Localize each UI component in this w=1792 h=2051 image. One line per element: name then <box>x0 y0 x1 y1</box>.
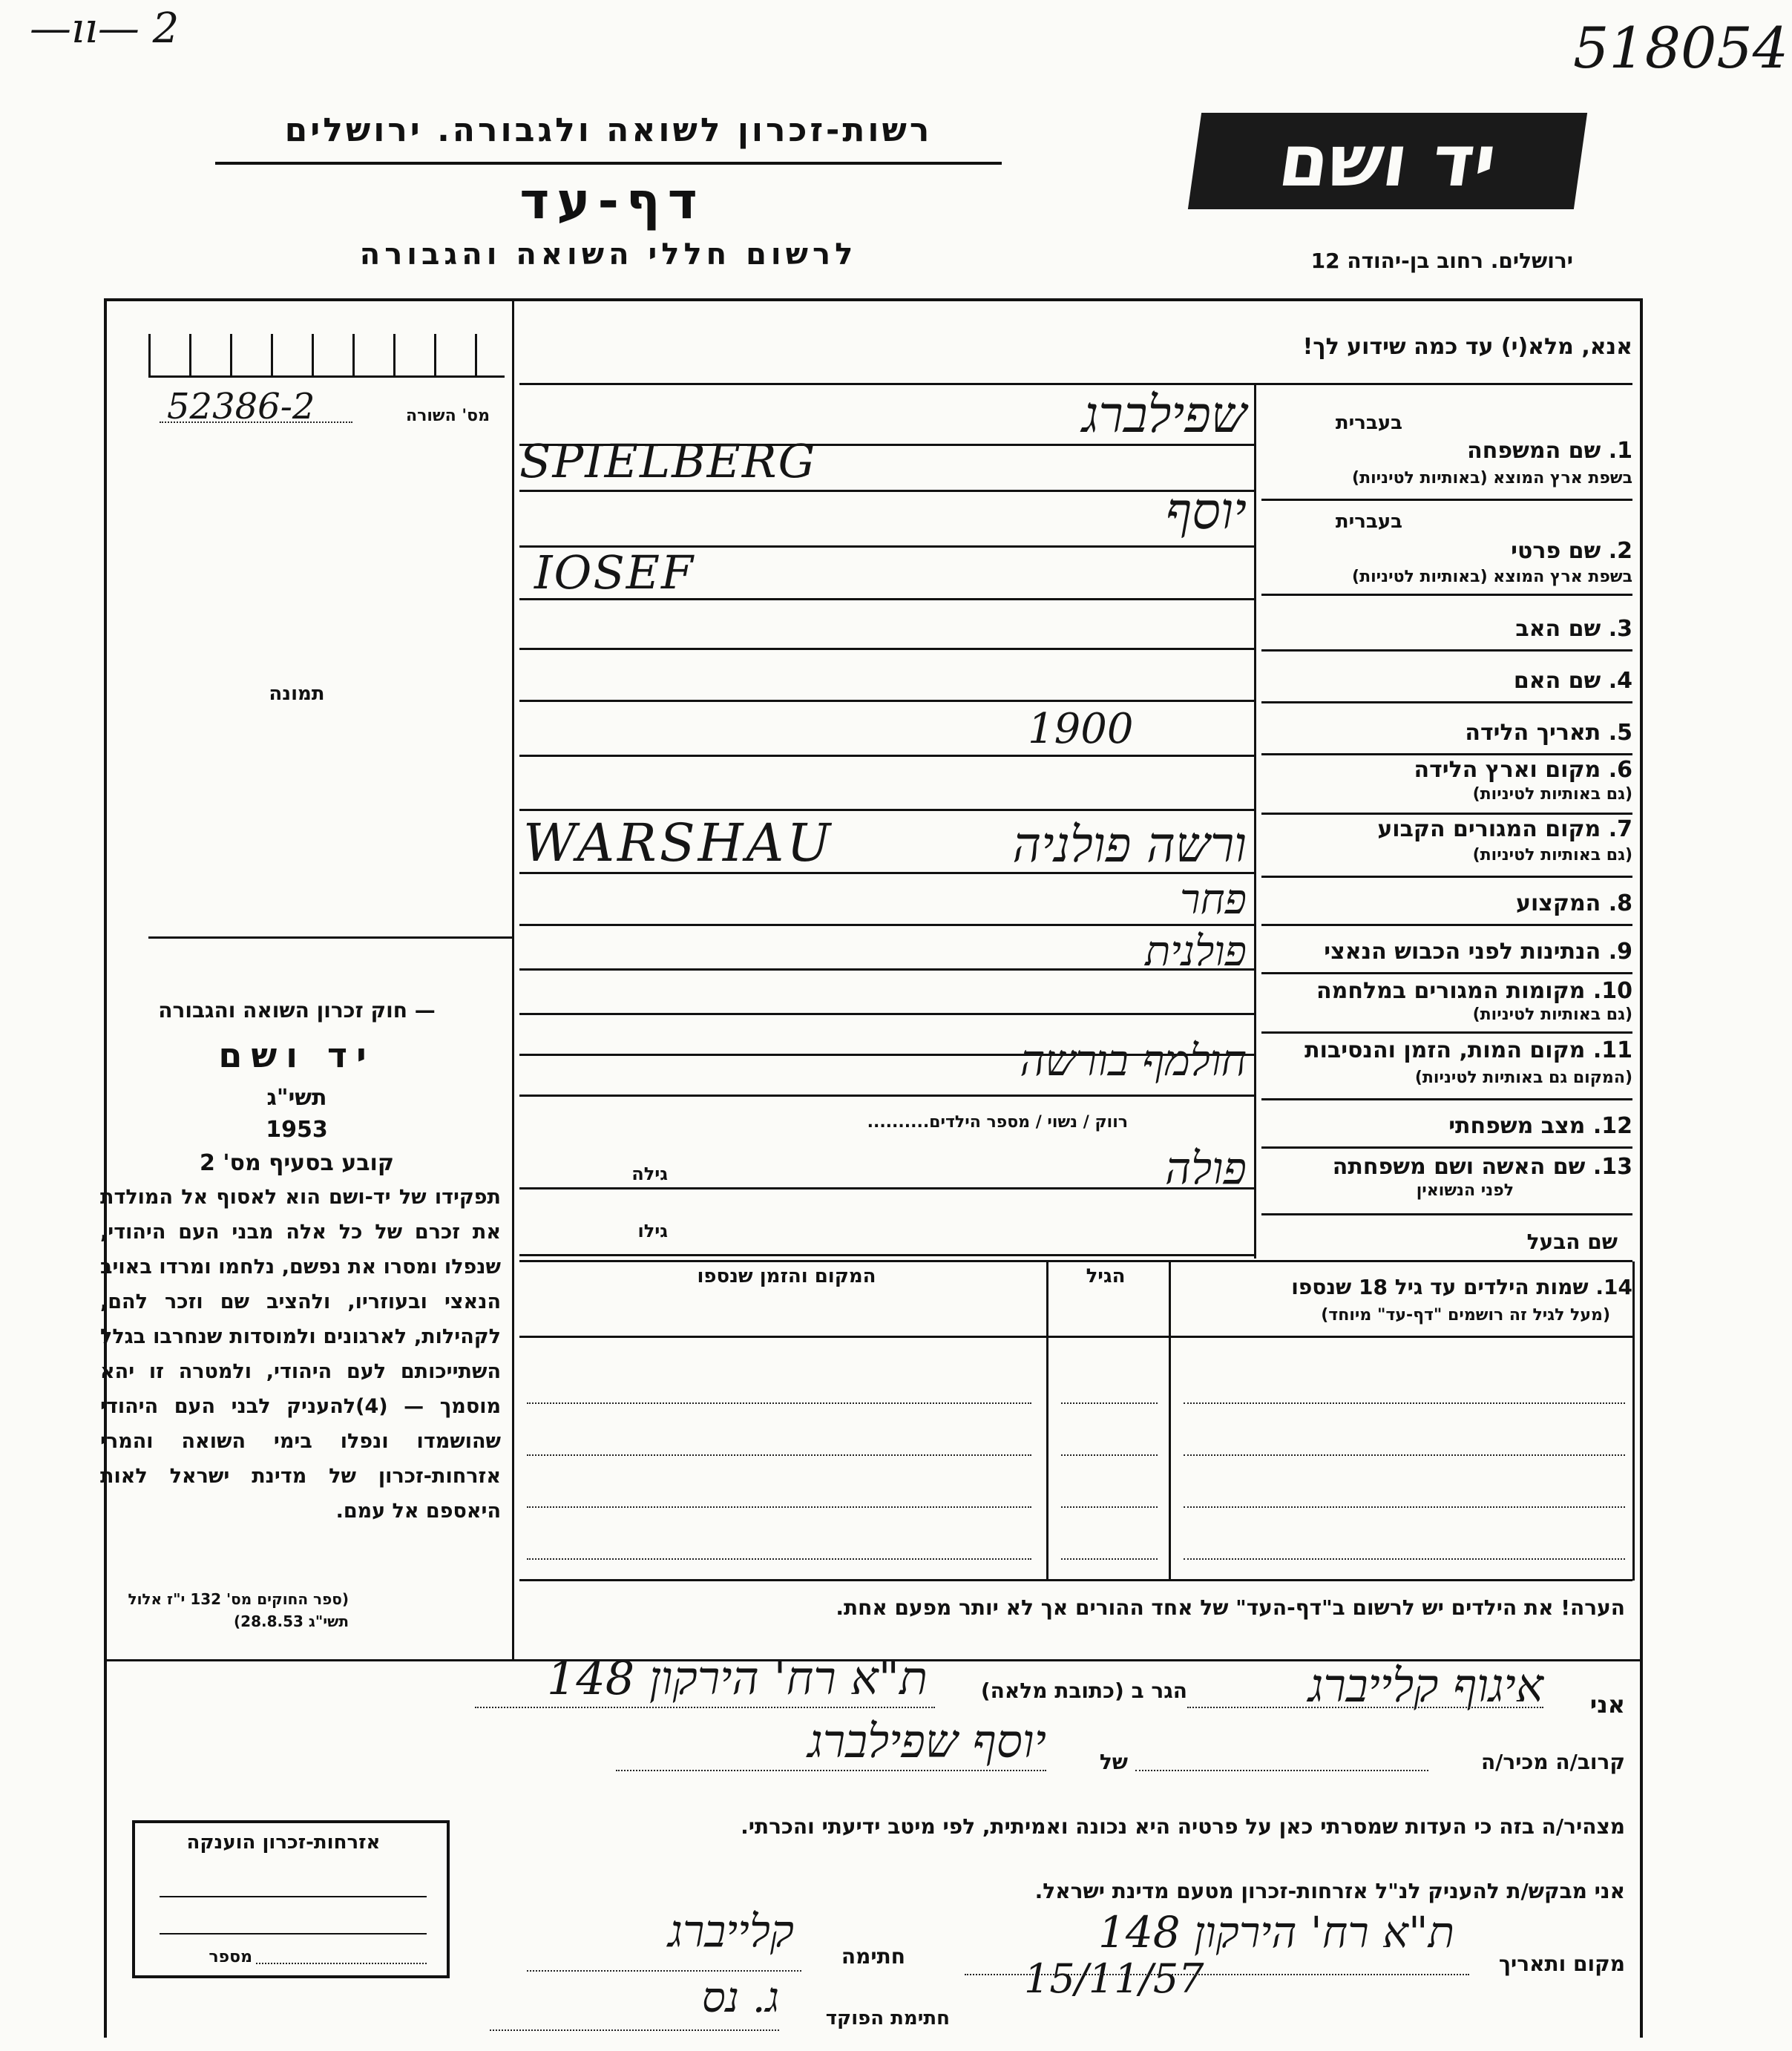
field-1-label <box>1261 438 1632 464</box>
clerk-signature: ג. נס <box>701 1974 779 2022</box>
form-title: דף-עד <box>519 172 705 231</box>
field-8-label <box>1261 890 1632 916</box>
photo-label: תמונה <box>269 683 325 705</box>
law-year-hebrew: תשי"ג <box>266 1085 327 1111</box>
field-1-hebrew-tag: בעברית <box>1335 412 1402 434</box>
field-6-label-text: מקום וארץ הלידה <box>1414 757 1601 783</box>
field-11-value: חולמף בורשה <box>1020 1035 1247 1086</box>
field-5-label <box>1261 720 1632 746</box>
file-number-label: מס' השורה <box>406 407 490 425</box>
field-11-number: 11. <box>1592 1037 1632 1063</box>
form-subtitle: לרשום חללי השואה והגבורה <box>359 237 858 272</box>
field-7-label-text: מקום המגורים הקבוע <box>1377 816 1601 842</box>
field-3-label <box>1261 616 1632 642</box>
law-year: 1953 <box>266 1117 328 1143</box>
left-panel-divider <box>512 301 514 1659</box>
field-12-options: רווק / נשוי / מספר הילדים.......... <box>867 1113 1128 1132</box>
field-9-label <box>1261 939 1632 965</box>
children-col-age: הגיל <box>1086 1265 1126 1287</box>
field-9-value: פולנית <box>1145 928 1247 976</box>
field-4-number: 4. <box>1608 668 1632 694</box>
residing-label: הגר ב (כתובת מלאה) <box>980 1678 1187 1703</box>
institution-underline <box>215 162 1002 165</box>
field-10-label-text: מקומות המגורים במלחמה <box>1316 978 1586 1004</box>
field-13-number: 13. <box>1592 1154 1632 1180</box>
field-11-label-text: מקום המות, הזמן והנסיבות <box>1304 1037 1586 1063</box>
field-7-number: 7. <box>1608 816 1632 842</box>
labels-divider <box>1254 383 1256 1259</box>
field-4-label <box>1261 668 1632 694</box>
spouse-label: שם הבעל <box>1526 1230 1618 1254</box>
field-8-value: פחר <box>1180 876 1247 924</box>
law-name: יד ושם <box>218 1035 375 1075</box>
field-2-label-text: שם פרטי <box>1511 538 1601 564</box>
citizenship-number-label: מספר <box>209 1948 252 1966</box>
instruction-line <box>519 383 1632 385</box>
field-5-value: 1900 <box>1028 705 1134 753</box>
form-instruction: אנא, מלא(י) עד כמה שידוע לך! <box>1302 334 1632 360</box>
citizenship-request: אני מבקש/ת להעניק לנ"ל אזרחות-זכרון מטעם מדינת ישראל. <box>1034 1879 1625 1903</box>
field-5-label-text: תאריך הלידה <box>1465 720 1601 746</box>
field-2-sub: בשפת ארץ המוצא (באותיות לטיניות) <box>1352 568 1632 586</box>
tick-base <box>148 375 505 378</box>
citizenship-box-title: אזרחות-זכרון הוענקה <box>186 1831 381 1854</box>
law-title: — חוק זכרון השואה והגבורה <box>158 998 436 1023</box>
field-2-label <box>1261 538 1632 564</box>
field-2-number: 2. <box>1608 538 1632 564</box>
clerk-label: חתימת הפוקד <box>825 2007 950 2029</box>
field-5-number: 5. <box>1608 720 1632 746</box>
field-10-sub: (גם באותיות לטיניות) <box>1472 1005 1632 1024</box>
field-13-label <box>1261 1154 1632 1180</box>
field-8-label-text: המקצוע <box>1515 890 1601 916</box>
field-2-hebrew-value: יוסף <box>1165 482 1247 541</box>
place-date-value: ת"א רח' הירקון 148 <box>1098 1907 1454 1958</box>
declarant-address: ת"א רח' הירקון 148 <box>546 1651 928 1705</box>
field-14-sub: (מעל לגיל זה רושמים "דף-עד" מיוחד) <box>1321 1306 1610 1325</box>
law-reference: (ספר החוקים מס' 132 י"ז אלול תשי"ג 28.8.53) <box>128 1590 349 1630</box>
of-label: של <box>1099 1750 1128 1774</box>
archive-number: 518054 <box>1573 15 1789 81</box>
signature-value: קלייברג <box>668 1906 794 1958</box>
field-1-latin-value: SPIELBERG <box>519 434 817 488</box>
field-14-label <box>1180 1275 1632 1299</box>
field-13-sub: לפני הנשואין <box>1416 1181 1514 1200</box>
corner-mark: —ıı— 2 <box>30 4 180 53</box>
children-note: הערה! את הילדים יש לרשום ב"דף-העד" של אחד ההורים אך לא יותר מפעם אחת. <box>836 1595 1625 1620</box>
field-6-number: 6. <box>1608 757 1632 783</box>
law-section: קובע בסעיף מס' 2 <box>200 1150 394 1176</box>
photo-bottom-line <box>148 936 512 939</box>
law-text: תפקידו של יד-ושם הוא לאסוף אל המולדת את זכרם של כל אלה מבני העם היהודי, שנפלו ומסרו את נפשם, נלחמו ומרדו באויב הנאצי ובעוזריו, ולהציב שם וזכר להם, לקהילות, לארגונים ולמוסדות שנחרבו בגלל השתייכותם לעם היהודי, ולמטרה זו יהא מוסמך — (4)להעניק לבני העם היהודי שהושמדו ונפלו בימי השואה והמרי אזרחות-זכרון של מדינת ישראל לאות היאספם אל עמם. <box>100 1186 501 1523</box>
place-date-label: מקום ותאריך <box>1498 1952 1625 1976</box>
children-table-bottom <box>519 1579 1632 1581</box>
field-13-label-text: שם האשה ושם משפחתה <box>1332 1154 1586 1180</box>
declaration-statement: מצהיר/ה בזה כי העדות שמסרתי כאן על פרטיה היא נכונה ואמיתית, לפי מיטב ידיעתי והכרתי. <box>741 1814 1625 1839</box>
field-1-sub: בשפת ארץ המוצא (באותיות לטיניות) <box>1352 469 1632 488</box>
field-2-latin-value: IOSEF <box>534 545 695 600</box>
children-col-place: המקום והזמן שנספו <box>697 1265 876 1287</box>
field-3-label-text: שם האב <box>1515 616 1601 642</box>
field-13-value: פולה <box>1164 1143 1247 1195</box>
field-4-label-text: שם האם <box>1513 668 1601 694</box>
field-6-sub: (גם באותיות לטיניות) <box>1472 785 1632 804</box>
field-14-number: 14. <box>1595 1275 1632 1299</box>
declarant-name: איגוף קלייברג <box>1307 1658 1543 1713</box>
field-6-label <box>1261 757 1632 783</box>
signature-label: חתימה <box>841 1944 905 1969</box>
field-1-hebrew-value: שפילברג <box>1081 386 1247 444</box>
field-7-latin-value: WARSHAU <box>523 813 834 873</box>
address: ירושלים. רחוב בן-יהודה 12 <box>1310 249 1573 273</box>
field-1-number: 1. <box>1608 438 1632 464</box>
field-11-label <box>1261 1037 1632 1063</box>
date-value: 15/11/57 <box>1024 1955 1204 2002</box>
field-10-number: 10. <box>1592 978 1632 1004</box>
field-10-label <box>1261 978 1632 1004</box>
children-table-top <box>519 1260 1632 1262</box>
field-7-label <box>1261 816 1632 842</box>
yad-vashem-logo: יד ושם <box>1188 113 1587 209</box>
field-7-hebrew-value: ורשה פולניה <box>1012 816 1247 873</box>
age-label-b: גילו <box>637 1221 668 1241</box>
institution-name: רשות-זכרון לשואה ולגבורה. ירושלים <box>284 111 933 149</box>
field-9-number: 9. <box>1608 939 1632 965</box>
field-2-hebrew-tag: בעברית <box>1335 511 1402 533</box>
field-9-label-text: הנתינות לפני הכבוש הנאצי <box>1324 939 1601 965</box>
deceased-name: יוסף שפילברג <box>807 1714 1046 1768</box>
declaration-i-label: אני <box>1589 1690 1625 1719</box>
field-12-number: 12. <box>1592 1113 1632 1139</box>
relative-label: קרוב/ה מכיר/ה <box>1480 1750 1625 1774</box>
field-1-label-text: שם המשפחה <box>1467 438 1601 464</box>
field-14-label-text: שמות הילדים עד גיל 18 שנספו <box>1291 1275 1589 1299</box>
file-number-value: 52386-2 <box>167 386 315 427</box>
field-12-label <box>1261 1113 1632 1139</box>
field-12-label-text: מצב משפחתי <box>1448 1113 1586 1139</box>
field-11-sub: (המקום גם באותיות לטיניות) <box>1414 1069 1632 1087</box>
field-7-sub: (גם באותיות לטיניות) <box>1472 846 1632 864</box>
age-label-a: גילה <box>631 1164 668 1184</box>
field-3-number: 3. <box>1608 616 1632 642</box>
field-8-number: 8. <box>1608 890 1632 916</box>
